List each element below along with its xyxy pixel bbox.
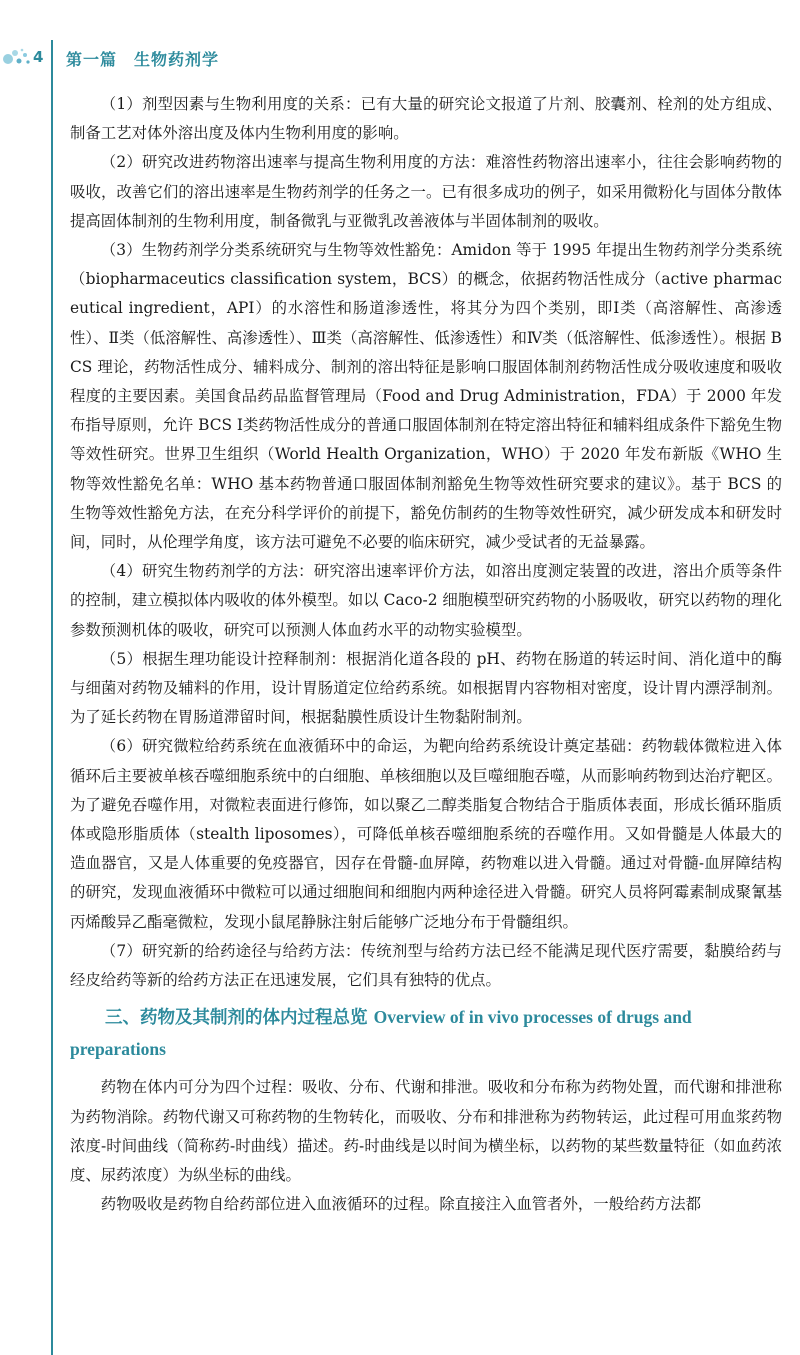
- page-number: 4: [33, 48, 44, 66]
- bubbles-decoration-icon: [2, 46, 32, 68]
- page-header: [0, 40, 800, 74]
- section-heading: [70, 1002, 782, 1066]
- paragraph-item-5: （5）根据生理功能设计控释制剂：根据消化道各段的 pH、药物在肠道的转运时间、消化道中的酶与细菌对药物及辅料的作用，设计胃肠道定位给药系统。如根据胃内容物相对密度，设计胃内漂浮制剂。为了延长药物在胃肠道滞留时间，根据黏膜性质设计生物黏附制剂。: [70, 649, 782, 727]
- paragraph-item-6: （6）研究微粒给药系统在血液循环中的命运，为靶向给药系统设计奠定基础：药物载体微粒进入体循环后主要被单核吞噬细胞系统中的白细胞、单核细胞以及巨噬细胞吞噬，从而影响药物到达治疗靶区。为了避免吞噬作用，对微粒表面进行修饰，如以聚乙二醇类脂复合物结合于脂质体表面，形成长循环脂质体或隐形脂质体（stealth liposomes），可降低单核吞噬细胞系统的吞噬作用。又如骨髓是人体最大的造血器官，又是人体重要的免疫器官，因存在骨髓-血屏障，药物难以进入骨髓。通过对骨髓-血屏障结构的研究，发现血液循环中微粒可以通过细胞间和细胞内两种途径进入骨髓。研究人员将阿霉素制成聚氰基丙烯酸异乙酯毫微粒，发现小鼠尾静脉注射后能够广泛地分布于骨髓组织。: [70, 737, 782, 931]
- running-header-title: 第一篇 生物药剂学: [66, 50, 220, 69]
- margin-rule: [51, 40, 53, 1355]
- section-heading-chinese: 三、药物及其制剂的体内过程总览: [105, 1008, 374, 1029]
- paragraph-item-7: （7）研究新的给药途径与给药方法：传统剂型与给药方法已经不能满足现代医疗需要，黏膜给药与经皮给药等新的给药方法正在迅速发展，它们具有独特的优点。: [70, 941, 782, 990]
- paragraph-in-vivo-overview: 药物在体内可分为四个过程：吸收、分布、代谢和排泄。吸收和分布称为药物处置，而代谢和排泄称为药物消除。药物代谢又可称药物的生物转化，而吸收、分布和排泄称为药物转运，此过程可用血浆药物浓度-时间曲线（简称药-时曲线）描述。药-时曲线是以时间为横坐标，以药物的某些数量特征（如血药浓度、尿药浓度）为纵坐标的曲线。: [70, 1078, 782, 1184]
- page-body: [70, 90, 782, 1219]
- paragraph-item-4: （4）研究生物药剂学的方法：研究溶出速率评价方法，如溶出度测定装置的改进，溶出介质等条件的控制，建立模拟体内吸收的体外模型。如以 Caco-2 细胞模型研究药物的小肠吸收，研究以药物的理化参数预测机体的吸收，研究可以预测人体血药水平的动物实验模型。: [70, 562, 782, 639]
- paragraph-item-1: （1）剂型因素与生物利用度的关系：已有大量的研究论文报道了片剂、胶囊剂、栓剂的处方组成、制备工艺对体外溶出度及体内生物利用度的影响。: [70, 95, 782, 143]
- paragraph-item-3: （3）生物药剂学分类系统研究与生物等效性豁免：Amidon 等于 1995 年提出生物药剂学分类系统（biopharmaceutics classification system，BCS）的概念，依据药物活性成分（active pharmaceutical ingredient，API）的水溶性和肠道渗透性，将其分为四个类别，即Ⅰ类（高溶解性、高渗透性）、Ⅱ类（低溶解性、高渗透性）、Ⅲ类（高溶解性、低渗透性）和Ⅳ类（低溶解性、低渗透性）。根据 BCS 理论，药物活性成分、辅料成分、制剂的溶出特征是影响口服固体制剂药物活性成分吸收速度和吸收程度的主要因素。美国食品药品监督管理局（Food and Drug Administration，FDA）于 2000 年发布指导原则，允许 BCS Ⅰ类药物活性成分的普通口服固体制剂在特定溶出特征和辅料组成条件下豁免生物等效性研究。世界卫生组织（World Health Organization，WHO）于 2020 年发布新版《WHO 生物等效性豁免名单：WHO 基本药物普通口服固体制剂豁免生物等效性研究要求的建议》。基于 BCS 的生物等效性豁免方法，在充分科学评价的前提下，豁免仿制药的生物等效性研究，减少研发成本和研发时间，同时，从伦理学角度，该方法可避免不必要的临床研究，减少受试者的无益暴露。: [70, 241, 782, 552]
- section-heading-english: Overview of in vivo processes of drugs and preparations: [70, 1007, 692, 1060]
- paragraph-absorption: 药物吸收是药物自给药部位进入血液循环的过程。除直接注入血管者外，一般给药方法都: [100, 1195, 702, 1214]
- paragraph-item-2: （2）研究改进药物溶出速率与提高生物利用度的方法：难溶性药物溶出速率小，往往会影响药物的吸收，改善它们的溶出速率是生物药剂学的任务之一。已有很多成功的例子，如采用微粉化与固体分散体提高固体制剂的生物利用度，制备微乳与亚微乳改善液体与半固体制剂的吸收。: [70, 153, 782, 230]
